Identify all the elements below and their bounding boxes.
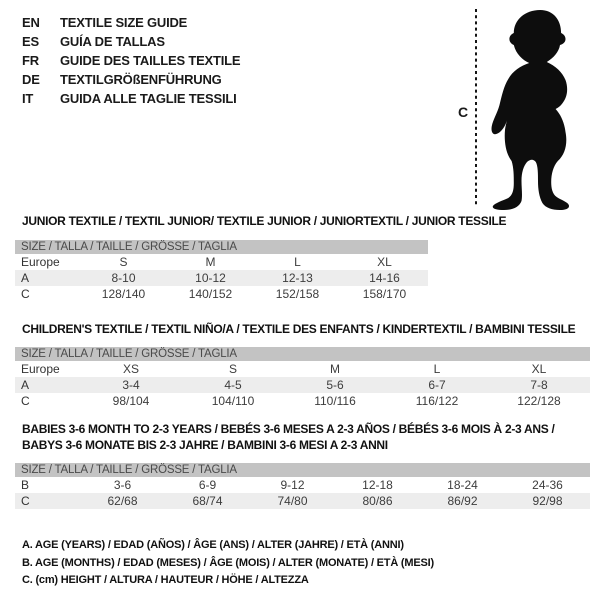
table-row-height — [15, 286, 428, 302]
value-cell: 8-10 — [80, 270, 167, 286]
guide-title-es: GUÍA DE TALLAS — [60, 34, 165, 49]
value-cell: 128/140 — [101, 287, 146, 301]
value-cell: 140/152 — [188, 287, 233, 301]
value-cell: 158/170 — [362, 287, 407, 301]
language-title-list — [22, 13, 240, 108]
size-header-row — [15, 463, 590, 477]
table-row-age — [15, 270, 428, 286]
height-label: C — [458, 104, 469, 120]
row-label-cell: C — [21, 287, 30, 301]
value-cell: 152/158 — [275, 287, 320, 301]
language-row-en — [22, 13, 240, 32]
value-cell: 14-16 — [341, 270, 428, 286]
table-row-europe — [15, 361, 590, 377]
value-cell: 10-12 — [167, 270, 254, 286]
language-row-de — [22, 70, 240, 89]
language-row-es — [22, 32, 240, 51]
size-cell: XL — [531, 362, 547, 376]
language-code: ES — [22, 34, 39, 49]
language-code: IT — [22, 91, 34, 106]
size-header-row — [15, 240, 428, 254]
table-row-height — [15, 393, 590, 409]
size-cell: XS — [122, 362, 139, 376]
size-cell: S — [228, 362, 237, 376]
guide-title-fr: GUIDE DES TAILLES TEXTILE — [60, 53, 241, 68]
footnote-legend — [22, 537, 434, 590]
row-label-cell: C — [15, 493, 80, 509]
footnote-c: C. (cm) HEIGHT / ALTURA / HAUTEUR / HÖHE / ALTEZZA — [22, 574, 309, 586]
language-code: FR — [22, 53, 39, 68]
table-row-height — [15, 493, 590, 509]
value-cell: 3-6 — [113, 478, 132, 492]
size-cell: S — [119, 255, 128, 269]
language-code: EN — [22, 15, 40, 30]
size-header-bar: SIZE / TALLA / TAILLE / GRÖSSE / TAGLIA — [15, 347, 590, 361]
table-row-age-months — [15, 477, 590, 493]
table-row-age — [15, 377, 590, 393]
size-cell: L — [294, 255, 301, 269]
value-cell: 110/116 — [314, 394, 356, 408]
row-label-cell: B — [21, 478, 30, 492]
table-title-babies-line1: BABIES 3-6 MONTH TO 2-3 YEARS / BEBÉS 3-6 MESES A 2-3 AÑOS / BÉBÉS 3-6 MOIS À 2-3 ANS / — [22, 422, 555, 436]
table-title-junior: JUNIOR TEXTILE / TEXTIL JUNIOR/ TEXTILE JUNIOR / JUNIORTEXTIL / JUNIOR TESSILE — [22, 214, 507, 228]
row-label-cell: C — [21, 394, 30, 408]
value-cell: 86/92 — [420, 493, 505, 509]
value-cell: 7-8 — [488, 377, 590, 393]
value-cell: 98/104 — [112, 394, 150, 408]
height-figure — [450, 4, 600, 212]
size-header-bar: SIZE / TALLA / TAILLE / GRÖSSE / TAGLIA — [15, 240, 428, 254]
row-label-cell: Europe — [21, 255, 60, 269]
value-cell: 24-36 — [532, 478, 563, 492]
guide-title-de: TEXTILGRÖßENFÜHRUNG — [60, 72, 222, 87]
value-cell: 4-5 — [182, 377, 284, 393]
row-label-cell: Europe — [21, 362, 60, 376]
language-row-it — [22, 89, 240, 108]
guide-title-en: TEXTILE SIZE GUIDE — [60, 15, 188, 30]
value-cell: 3-4 — [80, 377, 182, 393]
toddler-silhouette-icon — [492, 10, 569, 210]
value-cell: 12-13 — [254, 270, 341, 286]
value-cell: 6-7 — [386, 377, 488, 393]
size-cell: XL — [377, 255, 392, 269]
babies-size-table — [15, 463, 590, 509]
figure-graphic — [450, 4, 600, 212]
value-cell: 12-18 — [362, 478, 393, 492]
value-cell: 18-24 — [447, 478, 478, 492]
guide-title-it: GUIDA ALLE TAGLIE TESSILI — [60, 91, 237, 106]
value-cell: 5-6 — [284, 377, 386, 393]
table-title-children: CHILDREN'S TEXTILE / TEXTIL NIÑO/A / TEXTILE DES ENFANTS / KINDERTEXTIL / BAMBINI TESSILE — [22, 322, 576, 336]
size-header-row — [15, 347, 590, 361]
size-cell: L — [433, 362, 441, 376]
size-cell: M — [205, 255, 216, 269]
value-cell: 68/74 — [165, 493, 250, 509]
value-cell: 62/68 — [80, 493, 165, 509]
size-cell: M — [330, 362, 340, 376]
size-header-bar: SIZE / TALLA / TAILLE / GRÖSSE / TAGLIA — [15, 463, 590, 477]
footnote-b: B. AGE (MONTHS) / EDAD (MESES) / ÂGE (MOIS) / ALTER (MONATE) / ETÀ (MESI) — [22, 556, 434, 569]
table-title-babies-line2: BABYS 3-6 MONATE BIS 2-3 JAHRE / BAMBINI 3-6 MESI A 2-3 ANNI — [22, 438, 388, 452]
row-label-cell: A — [15, 377, 80, 393]
value-cell: 80/86 — [335, 493, 420, 509]
footnote-a: A. AGE (YEARS) / EDAD (AÑOS) / ÂGE (ANS) / ALTER (JAHRE) / ETÀ (ANNI) — [22, 539, 404, 551]
table-title-babies — [22, 421, 554, 453]
junior-size-table — [15, 240, 428, 302]
table-row-europe — [15, 254, 428, 270]
value-cell: 116/122 — [415, 394, 459, 408]
value-cell: 74/80 — [250, 493, 335, 509]
value-cell: 6-9 — [198, 478, 217, 492]
value-cell: 9-12 — [280, 478, 305, 492]
language-row-fr — [22, 51, 240, 70]
row-label-cell: A — [15, 270, 80, 286]
value-cell: 92/98 — [505, 493, 590, 509]
children-size-table — [15, 347, 590, 409]
value-cell: 122/128 — [517, 394, 561, 408]
value-cell: 104/110 — [211, 394, 255, 408]
language-code: DE — [22, 72, 40, 87]
